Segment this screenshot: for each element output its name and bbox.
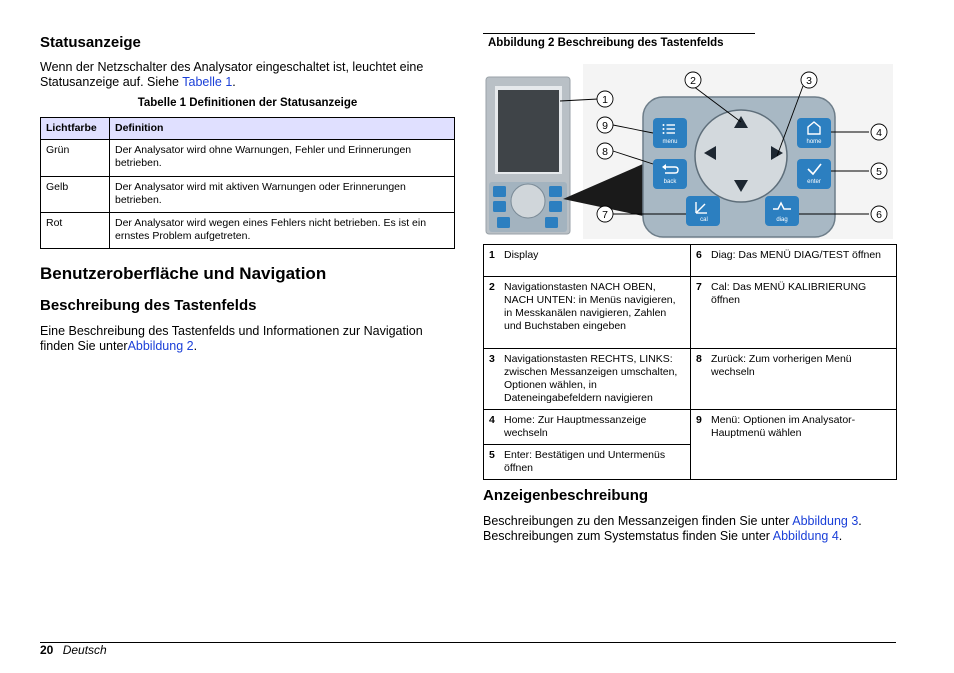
cell-definition: Der Analysator wird wegen eines Fehlers nicht betrieben. Es ist ein ernstes Problem aufgetreten.	[110, 213, 455, 249]
legend-item: 2 Navigationstasten NACH OBEN, NACH UNTEN: in Menüs navigieren, in Messkanälen navigieren, Zahlen und Buchstaben eingeben	[484, 277, 691, 349]
cal-label: cal	[700, 217, 708, 223]
diag-label: diag	[776, 217, 788, 223]
abbildung-3-link[interactable]: Abbildung 3	[792, 514, 859, 528]
keypad-text-line2: finden Sie unter	[40, 339, 128, 353]
status-paragraph	[40, 60, 460, 90]
keypad-text-line1: Eine Beschreibung des Tastenfelds und Informationen zur Navigation	[40, 324, 423, 338]
figure-caption-rule	[483, 33, 755, 34]
keypad-text-end: .	[193, 339, 198, 353]
menu-button[interactable]	[653, 118, 687, 148]
menu-label: menu	[662, 139, 678, 145]
legend-item: 8 Zurück: Zum vorherigen Menü wechseln	[691, 349, 897, 410]
keypad-heading: Beschreibung des Tastenfelds	[40, 297, 257, 314]
ui-heading: Benutzeroberfläche und Navigation	[40, 264, 327, 283]
device-display	[498, 90, 559, 172]
cell-color: Gelb	[41, 177, 110, 213]
display-paragraph: Beschreibungen zu den Messanzeigen finden Sie unter Abbildung 3. Beschreibungen zum Systemstatus finden Sie unter Abbildung 4.	[483, 514, 862, 543]
table-caption: Tabelle 1 Definitionen der Statusanzeige	[137, 97, 358, 109]
callout-7: 7	[602, 209, 608, 221]
legend-item: 7 Cal: Das MENÜ KALIBRIERUNG öffnen	[691, 277, 897, 349]
abbildung-2-link[interactable]: Abbildung 2	[127, 339, 194, 353]
cell-definition: Der Analysator wird ohne Warnungen, Fehler und Erinnerungen betrieben.	[110, 140, 455, 177]
status-text-line2: Statusanzeige auf. Siehe	[40, 75, 183, 89]
callout-1: 1	[602, 94, 608, 106]
table-row	[484, 349, 897, 410]
diag-button[interactable]	[765, 196, 799, 226]
figure-caption: Abbildung 2 Beschreibung des Tastenfelds	[488, 37, 724, 49]
callout-9: 9	[602, 120, 608, 132]
keypad-legend-table	[483, 244, 897, 480]
callout-3: 3	[806, 75, 812, 87]
tabelle-1-link[interactable]: Tabelle 1	[182, 75, 233, 89]
legend-item: 5 Enter: Bestätigen und Untermenüs öffnen	[484, 445, 691, 480]
footer-language: Deutsch	[62, 643, 107, 657]
display-text-line1: Beschreibungen zu den Messanzeigen finden Sie unter	[483, 514, 793, 528]
table-row	[484, 277, 897, 349]
keypad-figure	[483, 64, 893, 239]
callout-8: 8	[602, 146, 608, 158]
legend-item: 3 Navigationstasten RECHTS, LINKS: zwischen Messanzeigen umschalten, Optionen wählen, in Dateneingabefeldern navigieren	[484, 349, 691, 410]
enter-button[interactable]	[797, 159, 831, 189]
display-heading: Anzeigenbeschreibung	[483, 487, 649, 504]
back-label: back	[663, 179, 677, 185]
status-heading: Statusanzeige	[40, 34, 141, 51]
cell-color: Rot	[41, 213, 110, 249]
legend-item: 6 Diag: Das MENÜ DIAG/TEST öffnen	[691, 245, 897, 277]
cell-definition: Der Analysator wird mit aktiven Warnungen oder Erinnerungen betrieben.	[110, 177, 455, 213]
legend-item: 4 Home: Zur Hauptmessanzeige wechseln	[484, 410, 691, 445]
cal-button[interactable]	[686, 196, 720, 226]
callout-5: 5	[876, 166, 882, 178]
cell-color: Grün	[41, 140, 110, 177]
status-table	[40, 117, 455, 249]
status-table-header	[41, 118, 455, 140]
home-button[interactable]	[797, 118, 831, 148]
callout-4: 4	[876, 127, 882, 139]
home-label: home	[806, 139, 822, 145]
enter-label: enter	[807, 179, 821, 185]
keypad-closeup	[643, 97, 835, 237]
legend-item: 9 Menü: Optionen im Analysator-Hauptmenü wählen	[691, 410, 897, 480]
legend-item: 1 Display	[484, 245, 691, 277]
header-definition: Definition	[110, 118, 455, 140]
footer	[40, 643, 107, 657]
header-lichtfarbe: Lichtfarbe	[41, 118, 110, 140]
status-text-line1: Wenn der Netzschalter des Analysator eingeschaltet ist, leuchtet eine	[40, 60, 424, 74]
back-button[interactable]	[653, 159, 687, 189]
display-text-line2: Beschreibungen zum Systemstatus finden Sie unter	[483, 529, 773, 543]
table-row	[41, 213, 455, 249]
keypad-paragraph	[40, 324, 460, 354]
table-row	[41, 140, 455, 177]
table-row	[484, 410, 897, 445]
page-number: 20	[40, 643, 54, 657]
table-row	[41, 177, 455, 213]
callout-6: 6	[876, 209, 882, 221]
callout-2: 2	[690, 75, 696, 87]
analyzer-device	[486, 77, 570, 234]
table-row	[484, 245, 897, 277]
footer-rule	[40, 642, 896, 643]
abbildung-4-link[interactable]: Abbildung 4	[772, 529, 839, 543]
status-text-end: .	[232, 75, 236, 89]
